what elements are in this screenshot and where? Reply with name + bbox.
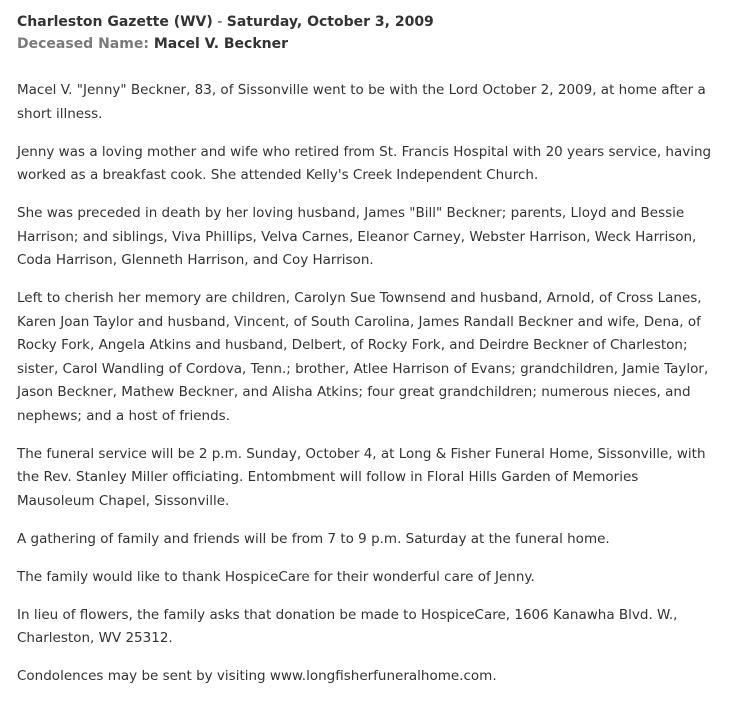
paragraph-preceded: She was preceded in death by her loving husband, James "Bill" Beckner; parents, Lloyd and Bessie Harrison; and siblings, Viva Phillips, Velva Carnes, Eleanor Carney, Webster Harrison, Weck Harrison, Coda Harrison, Glenneth Harrison, and Coy Harrison. — [17, 205, 697, 268]
paragraph-donations: In lieu of flowers, the family asks that donation be made to HospiceCare, 1606 Kanawha Blvd. W., Charleston, WV 25312. — [17, 606, 678, 646]
paragraph-survivors: Left to cherish her memory are children, Carolyn Sue Townsend and husband, Arnold, of Cross Lanes, Karen Joan Taylor and husband, Vincent, of South Carolina, James Randall Beckner and wife, Dena, of Rocky Fork, Angela Atkins and husband, Delbert, of Rocky Fork, and Deirdre Beckner of Charleston; sister, Carol Wandling of Cordova, Tenn.; brother, Atlee Harrison of Evans; grandchildren, Jamie Taylor, Jason Beckner, Mathew Beckner, and Alisha Atkins; four great grandchildren; numerous nieces, and nephews; and a host of friends. — [17, 290, 709, 424]
paragraph-gathering: A gathering of family and friends will be from 7 to 9 p.m. Saturday at the funeral home. — [17, 530, 610, 547]
publication-name: Charleston Gazette (WV) — [17, 14, 213, 30]
paragraph-thanks: The family would like to thank HospiceCare for their wonderful care of Jenny. — [17, 568, 535, 585]
paragraph-life: Jenny was a loving mother and wife who retired from St. Francis Hospital with 20 years service, having worked as a breakfast cook. She attended Kelly's Creek Independent Church. — [17, 143, 712, 183]
paragraph-announcement: Macel V. "Jenny" Beckner, 83, of Sissonville went to be with the Lord October 2, 2009, at home after a short illness. — [17, 82, 706, 122]
paragraph-condolences: Condolences may be sent by visiting www.longfisherfuneralhome.com. — [17, 668, 497, 684]
deceased-name-line — [17, 33, 714, 55]
deceased-name-label: Deceased Name: — [17, 36, 149, 52]
header-separator: - — [212, 14, 227, 30]
publication-header — [17, 11, 714, 33]
publication-date: Saturday, October 3, 2009 — [226, 14, 434, 30]
deceased-name-value: Macel V. Beckner — [153, 36, 289, 52]
paragraph-service: The funeral service will be 2 p.m. Sunday, October 4, at Long & Fisher Funeral Home, Sissonville, with the Rev. Stanley Miller officiating. Entombment will follow in Floral Hills Garden of Memories Mausoleum Chapel, Sissonville. — [17, 445, 706, 509]
obituary-body — [17, 79, 714, 689]
